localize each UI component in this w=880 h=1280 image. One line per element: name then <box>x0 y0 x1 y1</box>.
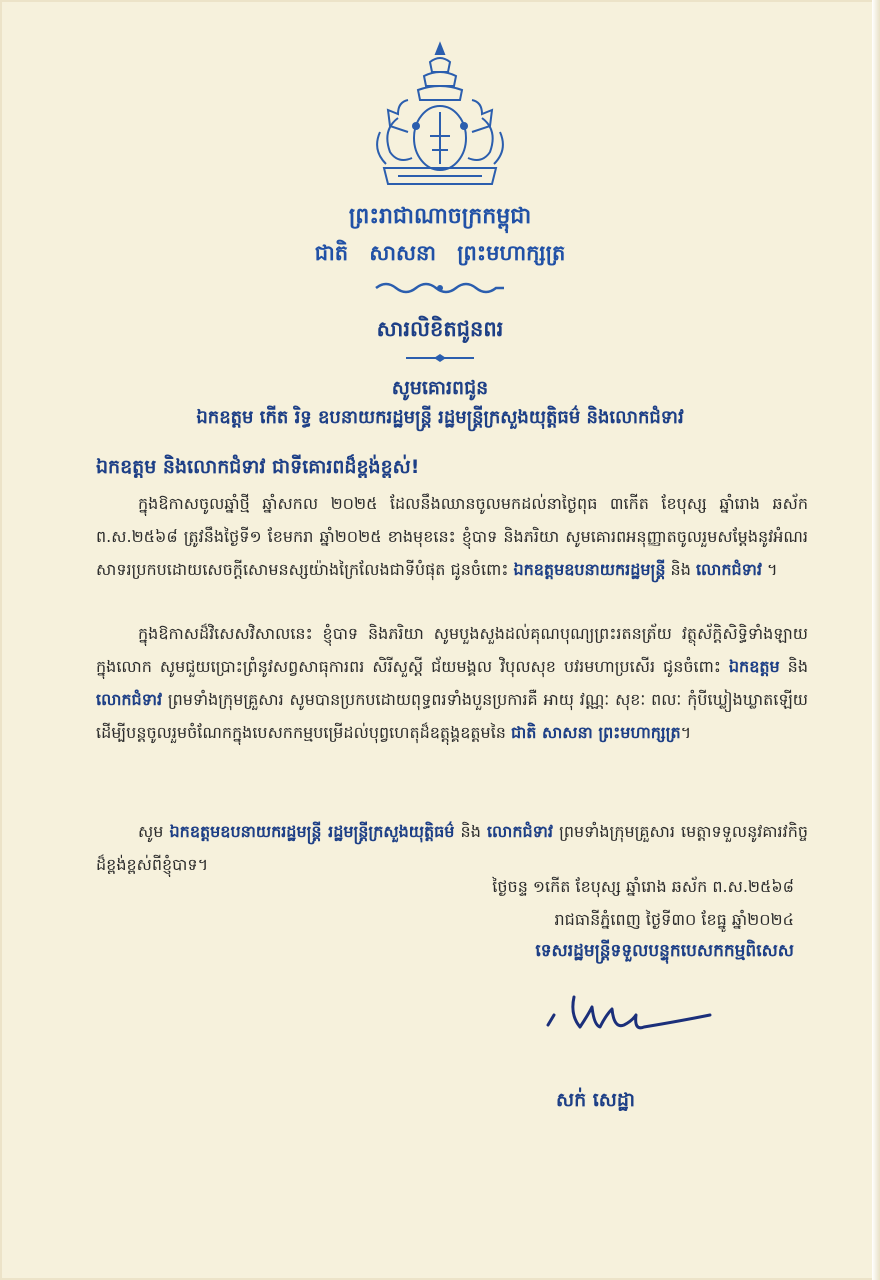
document-title: សារលិខិតជូនពរ <box>376 317 504 341</box>
small-divider-icon <box>404 354 476 362</box>
signer-name: សក់ សេដ្ឋា <box>556 1089 635 1111</box>
paragraph-1: ក្នុងឱកាសចូលឆ្នាំថ្មី ឆ្នាំសកល ២០២៥ ដែលនឹងឈានចូលមកដល់នាថ្ងៃពុធ ៣កើត ខែបុស្ស ឆ្នាំរោង ឆស័ក ព.ស.២៥៦៨ ត្រូវនឹងថ្ងៃទី១ ខែមករា ឆ្នាំ២០២៥ ខាងមុខនេះ ខ្ញុំបាទ និងភរិយា សូមគោរពអនុញ្ញាតចូលរួមសម្តែងនូវអំណរសាទរប្រកបដោយសេចក្តីសោមនស្សយ៉ាងក្រៃលែងជាទីបំផុត ជូនចំពោះ ឯកឧត្តមឧបនាយករដ្ឋមន្ត្រី និង លោកជំទាវ ។ <box>96 494 808 579</box>
royal-arms-of-cambodia-icon <box>368 40 512 190</box>
solar-date: រាជធានីភ្នំពេញ ថ្ងៃទី៣០ ខែធ្នូ ឆ្នាំ២០២៤ <box>554 910 794 929</box>
paragraph-2: ក្នុងឱកាសដ៏វិសេសវិសាលនេះ ខ្ញុំបាទ និងភរិយា សូមបួងសួងដល់គុណបុណ្យព្រះរតនត្រ័យ វត្ថុស័ក្តិសិទ្ធិទាំងឡាយក្នុងលោក សូមជួយប្រោះព្រំនូវសព្វសាធុការពរ សិរីសួស្តី ជ័យមង្គល វិបុលសុខ បវរមហាប្រសើរ ជូនចំពោះ ឯកឧត្តម និង លោកជំទាវ ព្រមទាំងក្រុមគ្រួសារ សូមបានប្រកបដោយពុទ្ធពរទាំងបួនប្រការគឺ អាយុ វណ្ណៈ សុខៈ ពលៈ កុំបីឃ្លៀងឃ្លាតឡើយ ដើម្បីបន្តចូលរួមចំណែកក្នុងបេសកកម្មបម្រើដល់បុព្វហេតុដ៏ឧត្តុង្គឧត្តមនៃ ជាតិ សាសនា ព្រះមហាក្សត្រ។ <box>96 624 808 742</box>
national-motto: ជាតិ សាសនា ព្រះមហាក្សត្រ <box>314 241 566 265</box>
lunar-date: ថ្ងៃចន្ទ ១កើត ខែបុស្ស ឆ្នាំរោង ឆស័ក ព.ស.២៥៦៨ <box>492 877 794 896</box>
kingdom-title: ព្រះរាជាណាចក្រកម្ពុជា <box>348 204 532 229</box>
salutation: ឯកឧត្តម និងលោកជំទាវ ជាទីគោរពដ៏ខ្ពង់ខ្ពស់! <box>96 456 420 478</box>
ornament-divider-icon <box>372 280 508 296</box>
signer-title: ទេសរដ្ឋមន្ត្រីទទួលបន្ទុកបេសកកម្មពិសេស <box>535 941 794 961</box>
handwritten-signature-icon <box>540 985 720 1055</box>
recipient-line: ឯកឧត្តម កើត រិទ្ធ ឧបនាយករដ្ឋមន្ត្រី រដ្ឋមន្ត្រីក្រសួងយុត្តិធម៌ និងលោកជំទាវ <box>196 407 684 428</box>
date-block <box>492 870 794 936</box>
respect-line: សូមគោរពជូន <box>391 377 489 399</box>
paragraph-3: សូម ឯកឧត្តមឧបនាយករដ្ឋមន្ត្រី រដ្ឋមន្ត្រីក្រសួងយុត្តិធម៌ និង លោកជំទាវ ព្រមទាំងក្រុមគ្រួសារ មេត្តាទទួលនូវគារវកិច្ចដ៏ខ្ពង់ខ្ពស់ពីខ្ញុំបាទ។ <box>96 822 808 874</box>
